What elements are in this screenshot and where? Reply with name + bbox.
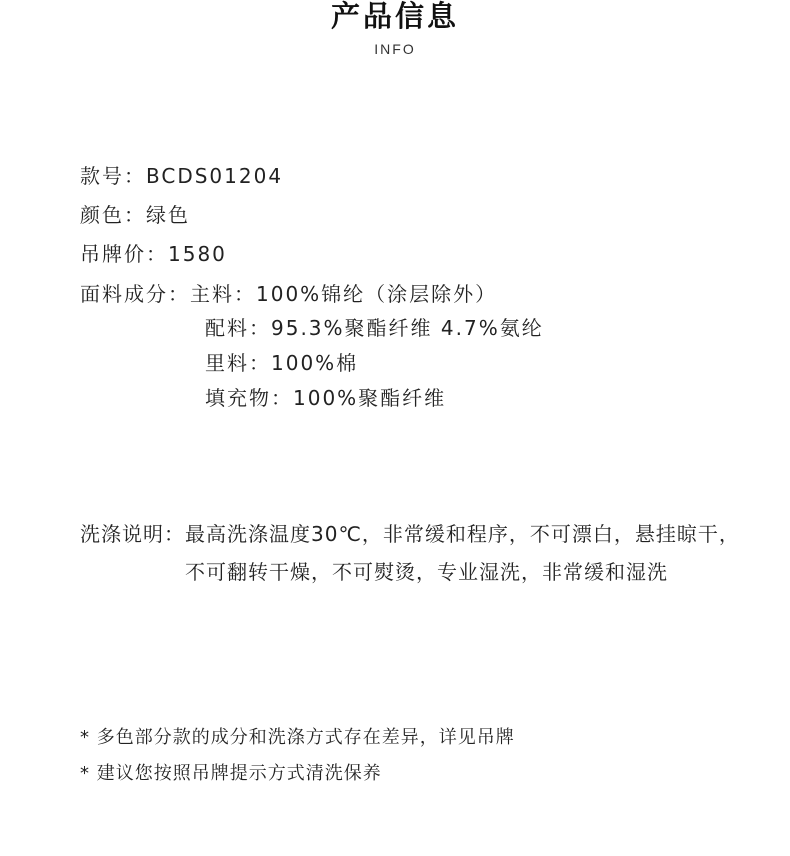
note-care: * 建议您按照吊牌提示方式清洗保养 bbox=[80, 763, 382, 784]
page-title: 产品信息 bbox=[330, 0, 459, 33]
fabric-accessory: 配料：95.3%聚酯纤维 4.7%氨纶 bbox=[205, 316, 544, 340]
style-number: 款号：BCDS01204 bbox=[80, 164, 284, 188]
care-label: 洗涤说明： bbox=[80, 522, 185, 546]
color-info: 颜色：绿色 bbox=[80, 203, 190, 227]
fabric-main: 主料：100%锦纶（涂层除外） bbox=[190, 282, 498, 306]
fabric-label: 面料成分： bbox=[80, 282, 190, 306]
fabric-filling: 填充物：100%聚酯纤维 bbox=[205, 386, 447, 410]
tag-price: 吊牌价：1580 bbox=[80, 242, 227, 266]
care-text: 最高洗涤温度30℃，非常缓和程序，不可漂白，悬挂晾干，不可翻转干燥，不可熨烫，专业湿洗，非常缓和湿洗 bbox=[185, 522, 740, 584]
note-composition: * 多色部分款的成分和洗涤方式存在差异，详见吊牌 bbox=[80, 727, 515, 748]
fabric-composition bbox=[80, 282, 497, 306]
care-instructions bbox=[80, 515, 740, 591]
fabric-lining: 里料：100%棉 bbox=[205, 351, 359, 375]
page-subtitle: INFO bbox=[374, 41, 416, 57]
